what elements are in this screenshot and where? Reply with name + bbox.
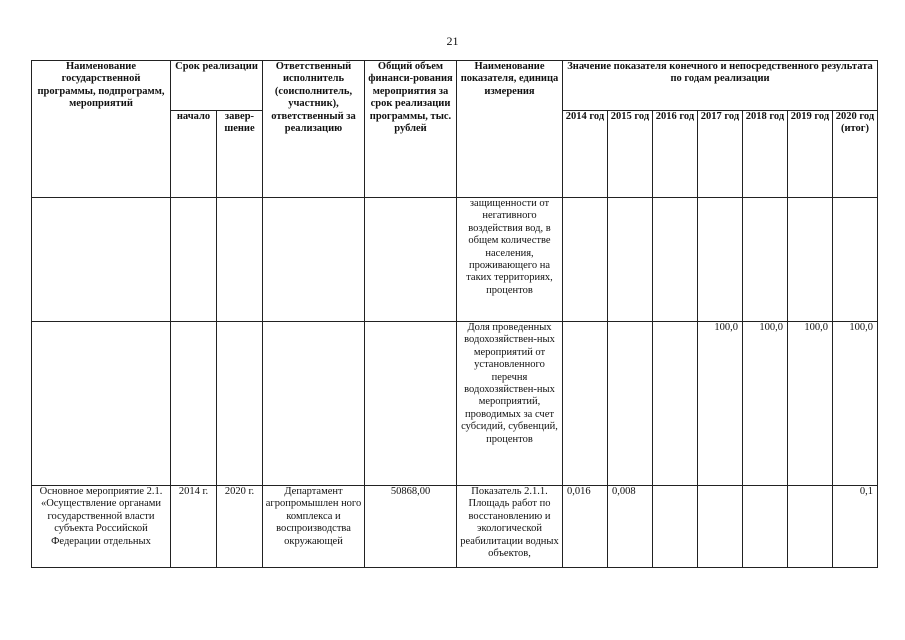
table-row (32, 486, 878, 568)
header-year: 2016 год (653, 111, 698, 198)
header-year: 2017 год (698, 111, 743, 198)
cell-start: 2014 г. (171, 486, 217, 568)
cell-value: 0,008 (608, 486, 653, 568)
header-executor: Ответственный исполнитель (соисполнитель, участник), ответственный за реализацию (263, 61, 365, 198)
header-row-top (32, 61, 878, 111)
cell-value (653, 486, 698, 568)
cell-value (698, 198, 743, 322)
cell-value: 100,0 (833, 322, 878, 486)
table-row (32, 198, 878, 322)
cell-value (563, 198, 608, 322)
table-row (32, 322, 878, 486)
cell-name: Основное мероприятие 2.1. «Осуществление органами государственной власти субъекта Российской Федерации отдельных (32, 486, 171, 568)
cell-start (171, 322, 217, 486)
header-year: 2020 год (итог) (833, 111, 878, 198)
cell-finance: 50868,00 (365, 486, 457, 568)
cell-value (833, 198, 878, 322)
header-term: Срок реализации (171, 61, 263, 111)
cell-indicator: Доля проведенных водохозяйствен-ных мероприятий от установленного перечня водохозяйствен-ных мероприятий, проводимых за счет субсидий, субвенций, процентов (457, 322, 563, 486)
header-indicator: Наименование показателя, единица измерения (457, 61, 563, 198)
cell-end (217, 322, 263, 486)
cell-value: 0,1 (833, 486, 878, 568)
cell-value (788, 198, 833, 322)
cell-executor: Департамент агропромышлен ного комплекса и воспроизводства окружающей (263, 486, 365, 568)
header-name: Наименование государственной программы, подпрограмм, мероприятий (32, 61, 171, 198)
cell-finance (365, 198, 457, 322)
cell-indicator: защищенности от негативного воздействия вод, в общем количестве населения, проживающего на таких территориях, процентов (457, 198, 563, 322)
header-year: 2015 год (608, 111, 653, 198)
cell-executor (263, 198, 365, 322)
header-values: Значение показателя конечного и непосредственного результата по годам реализации (563, 61, 878, 111)
cell-end: 2020 г. (217, 486, 263, 568)
header-year: 2014 год (563, 111, 608, 198)
cell-value: 100,0 (788, 322, 833, 486)
cell-value (788, 486, 833, 568)
cell-name (32, 198, 171, 322)
cell-finance (365, 322, 457, 486)
cell-value (743, 486, 788, 568)
cell-value: 100,0 (698, 322, 743, 486)
cell-value (653, 322, 698, 486)
cell-value: 0,016 (563, 486, 608, 568)
cell-value (653, 198, 698, 322)
header-year: 2019 год (788, 111, 833, 198)
header-finance: Общий объем финанси-рования мероприятия за срок реализации программы, тыс. рублей (365, 61, 457, 198)
cell-value (608, 198, 653, 322)
cell-value (608, 322, 653, 486)
cell-start (171, 198, 217, 322)
cell-name (32, 322, 171, 486)
program-table (31, 60, 878, 568)
cell-value (563, 322, 608, 486)
cell-end (217, 198, 263, 322)
header-year: 2018 год (743, 111, 788, 198)
header-end: завер-шение (217, 111, 263, 198)
cell-value (698, 486, 743, 568)
cell-indicator: Показатель 2.1.1. Площадь работ по восстановлению и экологической реабилитации водных объектов, (457, 486, 563, 568)
header-start: начало (171, 111, 217, 198)
cell-value: 100,0 (743, 322, 788, 486)
cell-executor (263, 322, 365, 486)
cell-value (743, 198, 788, 322)
page-number: 21 (446, 34, 459, 48)
